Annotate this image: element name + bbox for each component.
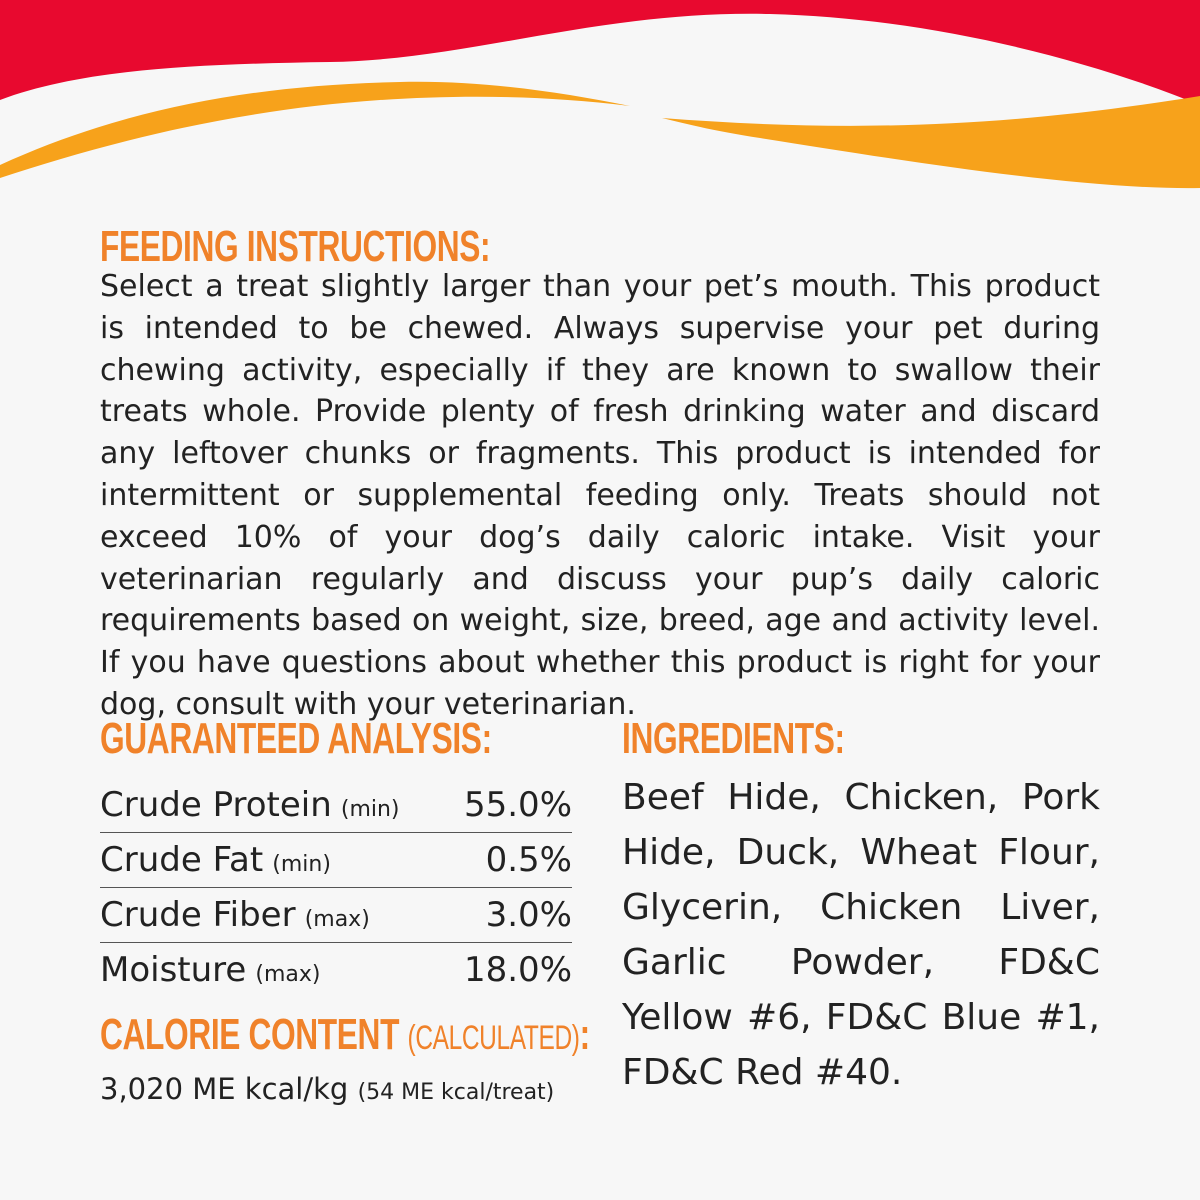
nutrient-name: Moisture bbox=[100, 950, 247, 990]
analysis-row bbox=[100, 943, 572, 997]
nutrient-value: 3.0% bbox=[485, 895, 572, 935]
nutrient-name: Crude Fat bbox=[100, 840, 264, 880]
calorie-heading-colon: : bbox=[579, 1010, 590, 1059]
orange-wave-right bbox=[662, 96, 1200, 188]
guaranteed-analysis-table bbox=[100, 778, 572, 997]
nutrient-label bbox=[100, 950, 321, 990]
nutrient-name: Crude Protein bbox=[100, 785, 332, 825]
nutrient-qualifier: (min) bbox=[340, 797, 400, 822]
nutrient-value: 18.0% bbox=[463, 950, 572, 990]
orange-wave-left bbox=[0, 82, 630, 178]
analysis-row bbox=[100, 778, 572, 833]
calorie-per-treat: (54 ME kcal/treat) bbox=[357, 1080, 555, 1105]
analysis-row bbox=[100, 833, 572, 888]
decorative-waves bbox=[0, 0, 1200, 200]
feeding-instructions-text: Select a treat slightly larger than your pet’s mouth. This product is intended to be chewed. Always supervise your pet during chewing activity, especially if they are known to swallow their treats whole. Provide plenty of fresh drinking water and discard any leftover chunks or fragments. This product is intended for intermittent or supplemental feeding only. Treats should not exceed 10% of your dog’s daily caloric intake. Visit your veterinarian regularly and discuss your pup’s daily caloric requirements based on weight, size, breed, age and activity level. If you have questions about whether this product is right for your dog, consult with your veterinarian. bbox=[100, 269, 1100, 722]
nutrient-qualifier: (max) bbox=[304, 907, 370, 932]
guaranteed-analysis-heading: GUARANTEED ANALYSIS: bbox=[100, 714, 492, 763]
feeding-instructions-heading: FEEDING INSTRUCTIONS: bbox=[100, 222, 491, 271]
calorie-per-kg: 3,020 ME kcal/kg bbox=[100, 1072, 349, 1106]
calorie-content-heading bbox=[100, 1010, 590, 1060]
nutrient-label bbox=[100, 840, 331, 880]
red-wave bbox=[0, 0, 1200, 105]
calorie-content-text bbox=[100, 1072, 554, 1106]
ingredients-heading: INGREDIENTS: bbox=[622, 714, 845, 763]
nutrient-value: 0.5% bbox=[485, 840, 572, 880]
nutrient-value: 55.0% bbox=[463, 785, 572, 825]
ingredients-text: Beef Hide, Chicken, Pork Hide, Duck, Wheat Flour, Glycerin, Chicken Liver, Garlic Powder, FD&C Yellow #6, FD&C Blue #1, FD&C Red #40. bbox=[622, 777, 1100, 1093]
nutrient-label bbox=[100, 895, 370, 935]
analysis-row bbox=[100, 888, 572, 943]
nutrient-name: Crude Fiber bbox=[100, 895, 296, 935]
calorie-heading-main: CALORIE CONTENT bbox=[100, 1010, 400, 1059]
nutrient-qualifier: (min) bbox=[272, 852, 331, 877]
nutrient-label bbox=[100, 785, 400, 825]
calorie-heading-sub: (CALCULATED) bbox=[407, 1019, 580, 1057]
nutrient-qualifier: (max) bbox=[255, 962, 321, 987]
